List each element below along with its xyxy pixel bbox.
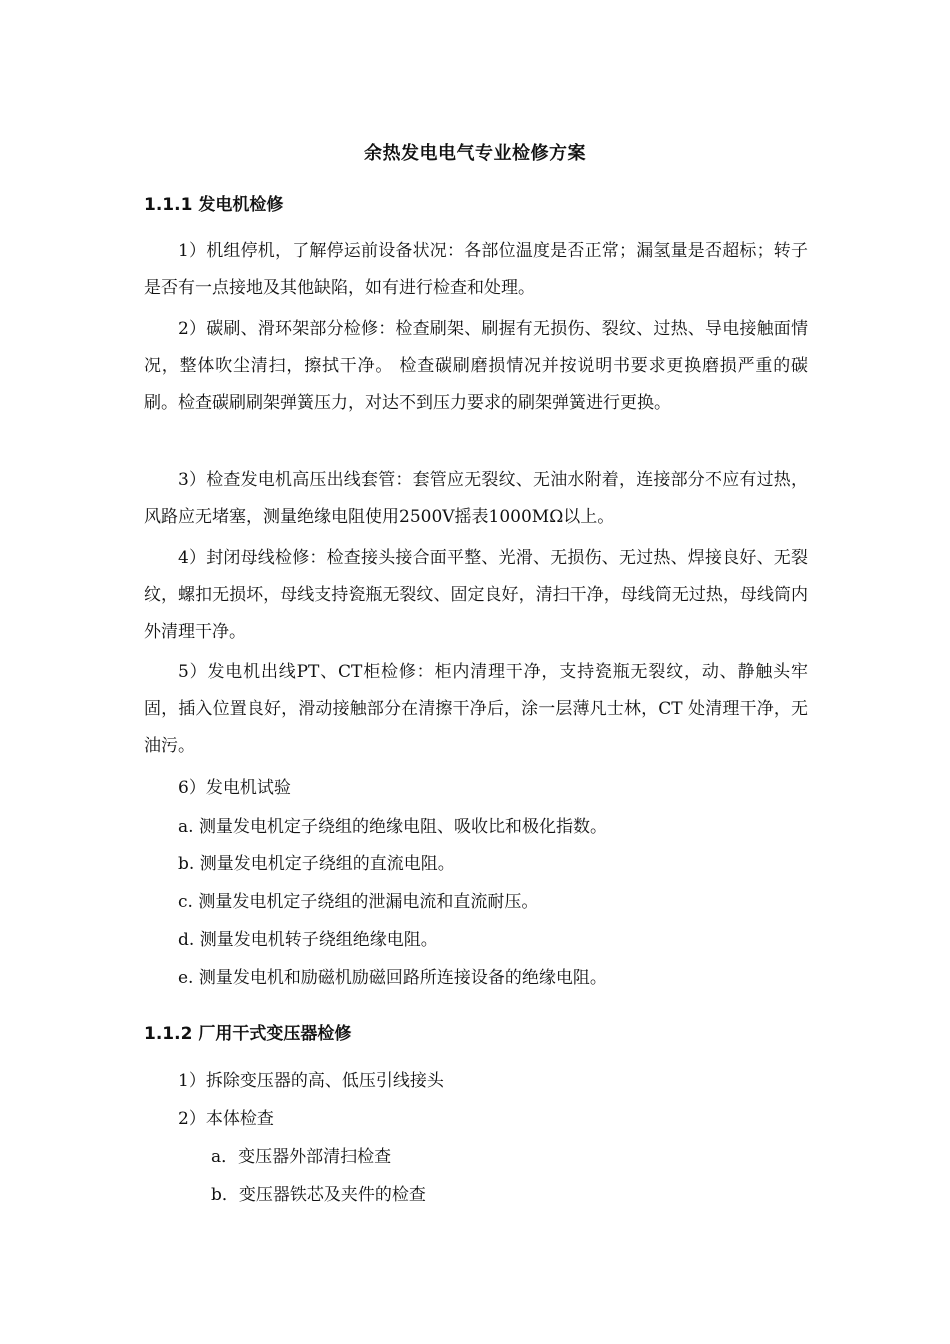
test-item: e. 测量发电机和励磁机励磁回路所连接设备的绝缘电阻。 [178,968,607,988]
sub-list-item: b．变压器铁芯及夹件的检查 [211,1185,426,1205]
list-item: 2）本体检查 [178,1109,274,1129]
paragraph-carbon-brush: 2）碳刷、滑环架部分检修：检查刷架、刷握有无损伤、裂纹、过热、导电接触面情况，整体吹尘清扫，擦拭干净。 检查碳刷磨损情况并按说明书要求更换磨损严重的碳刷。检查碳刷刷架弹簧压力，对达不到压力要求的刷架弹簧进行更换。 [144,319,808,413]
document-title: 余热发电电气专业检修方案 [364,143,586,164]
paragraph-pt-ct-cabinet: 5）发电机出线PT、CT柜检修：柜内清理干净，支持瓷瓶无裂纹，动、静触头牢固，插入位置良好，滑动接触部分在清擦干净后，涂一层薄凡士林，CT 处清理干净，无油污。 [144,662,808,756]
paragraph-shutdown: 1）机组停机，了解停运前设备状况：各部位温度是否正常；漏氢量是否超标；转子是否有一点接地及其他缺陷，如有进行检查和处理。 [144,241,808,298]
test-item: a. 测量发电机定子绕组的绝缘电阻、吸收比和极化指数。 [178,817,607,837]
list-item: 1）拆除变压器的高、低压引线接头 [178,1071,444,1091]
section-heading-transformer: 1.1.2 厂用干式变压器检修 [144,1024,352,1044]
test-heading: 6）发电机试验 [178,778,291,798]
paragraph-bushing: 3）检查发电机高压出线套管：套管应无裂纹、无油水附着，连接部分不应有过热，风路应无堵塞，测量绝缘电阻使用2500V摇表1000MΩ以上。 [144,470,808,527]
test-item: b. 测量发电机定子绕组的直流电阻。 [178,854,455,874]
test-item: c. 测量发电机定子绕组的泄漏电流和直流耐压。 [178,892,539,912]
test-item: d. 测量发电机转子绕组绝缘电阻。 [178,930,438,950]
sub-list-item: a．变压器外部清扫检查 [211,1147,392,1167]
section-heading-generator: 1.1.1 发电机检修 [144,195,284,215]
paragraph-busbar: 4）封闭母线检修：检查接头接合面平整、光滑、无损伤、无过热、焊接良好、无裂纹，螺扣无损坏，母线支持瓷瓶无裂纹、固定良好，清扫干净，母线筒无过热，母线筒内外清理干净。 [144,548,808,642]
